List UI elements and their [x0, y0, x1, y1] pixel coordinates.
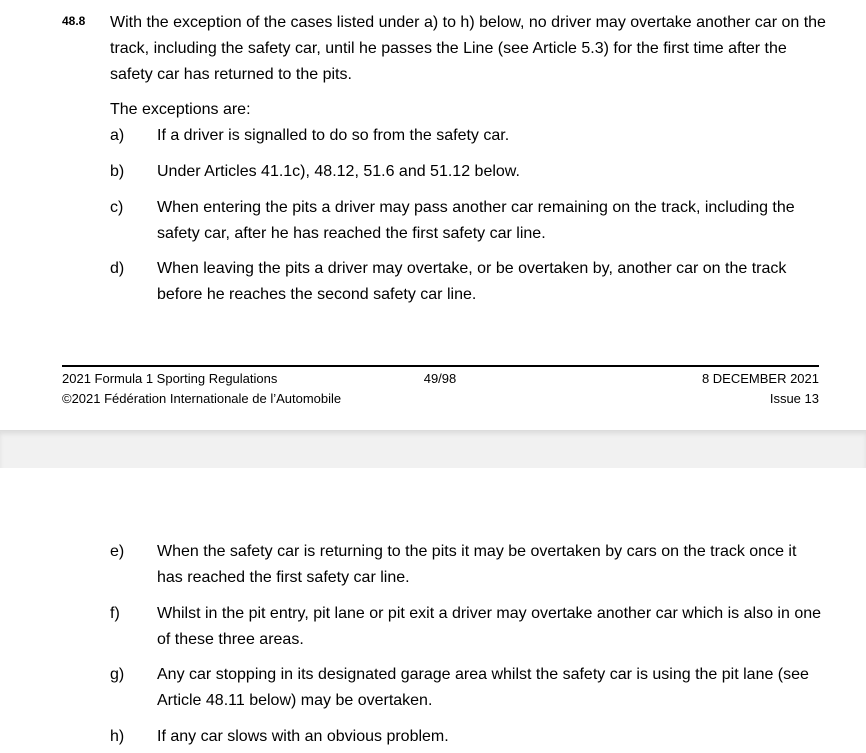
list-item-label: h)	[110, 728, 125, 745]
list-item-label: b)	[110, 163, 125, 180]
list-item-label: d)	[110, 260, 125, 277]
footer-page-number: 49/98	[423, 371, 457, 386]
list-item-text: When leaving the pits a driver may overtake, or be overtaken by, another car on the track before he reaches the second safety car line.	[157, 260, 787, 303]
list-item-text: If a driver is signalled to do so from the safety car.	[157, 127, 510, 144]
list-item-text: When the safety car is returning to the pits it may be overtaken by cars on the track once it has reached the first safety car line.	[157, 543, 797, 586]
list-item-text: Any car stopping in its designated garage area whilst the safety car is using the pit lane (see Article 48.11 below) may be overtaken.	[157, 666, 809, 709]
footer-issue: Issue 13	[769, 391, 819, 406]
page-50	[0, 468, 866, 753]
footer-date: 8 DECEMBER 2021	[701, 371, 819, 386]
list-item-text: Whilst in the pit entry, pit lane or pit exit a driver may overtake another car which is also in one of these three areas.	[157, 605, 822, 648]
list-item-text: Under Articles 41.1c), 48.12, 51.6 and 51.12 below.	[157, 163, 520, 180]
article-number: 48.8	[62, 14, 86, 28]
exceptions-intro: The exceptions are:	[110, 101, 251, 118]
footer-divider	[62, 365, 819, 367]
list-item-label: f)	[110, 605, 120, 622]
list-item-text: If any car slows with an obvious problem.	[157, 728, 449, 745]
page-separator	[0, 430, 866, 469]
list-item-label: a)	[110, 127, 125, 144]
list-item-label: e)	[110, 543, 125, 560]
footer-copyright: ©2021 Fédération Internationale de l’Automobile	[62, 391, 342, 406]
list-item-text: When entering the pits a driver may pass another car remaining on the track, including the safety car, after he has reached the first safety car line.	[157, 199, 795, 242]
footer-doc-title: 2021 Formula 1 Sporting Regulations	[62, 371, 278, 386]
list-item-label: c)	[110, 199, 124, 216]
article-body: With the exception of the cases listed under a) to h) below, no driver may overtake another car on the track, including the safety car, until he passes the Line (see Article 5.3) for the first time after the safety car has returned to the pits.	[110, 14, 826, 83]
list-item-label: g)	[110, 666, 125, 683]
